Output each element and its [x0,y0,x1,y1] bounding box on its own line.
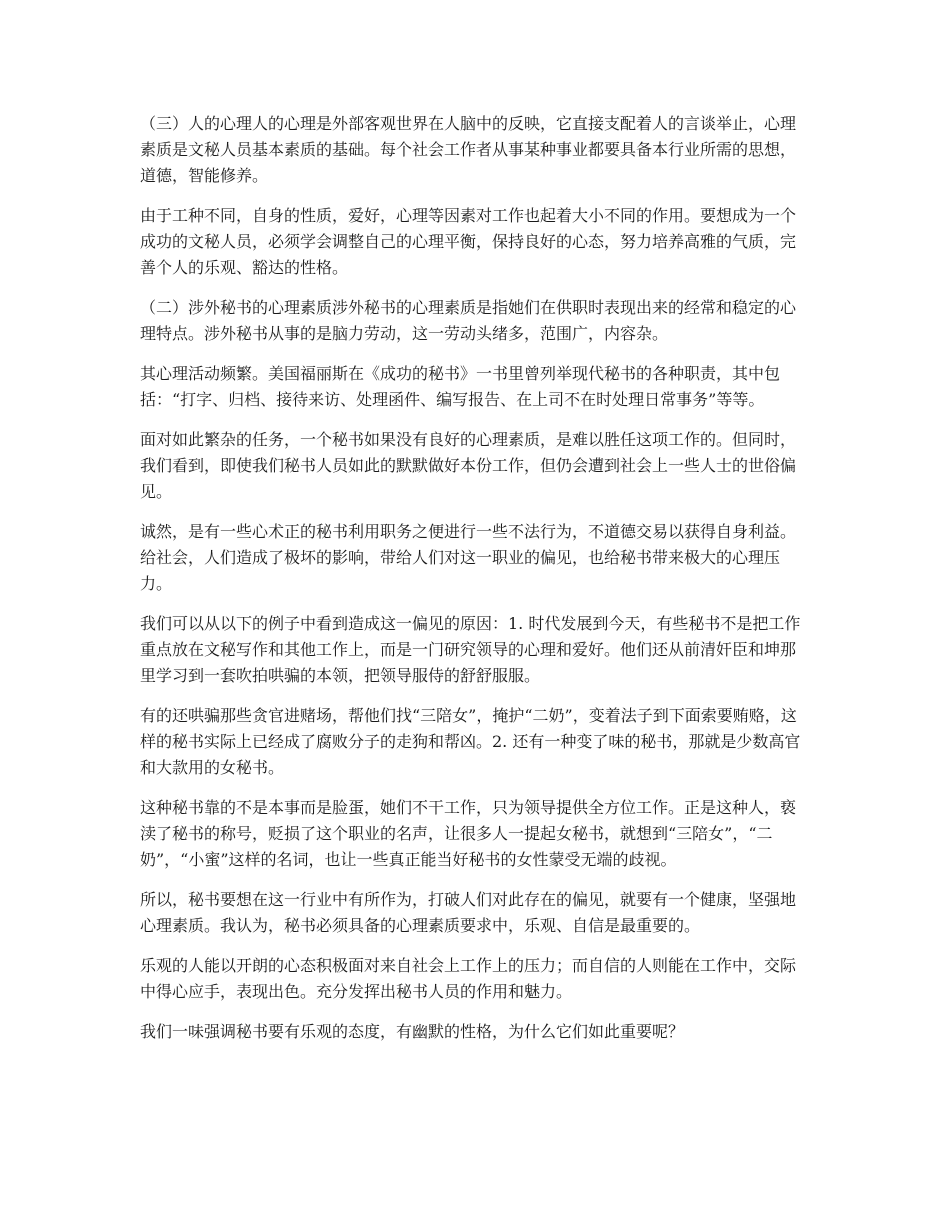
paragraph-11: 乐观的人能以开朗的心态积极面对来自社会上工作上的压力；而自信的人则能在工作中，交际中得心应手，表现出色。充分发挥出秘书人员的作用和魅力。 [140,956,797,1001]
paragraph-6: 诚然，是有一些心术正的秘书利用职务之便进行一些不法行为，不道德交易以获得自身利益。给社会，人们造成了极坏的影响，带给人们对这一职业的偏见，也给秘书带来极大的心理压力。 [140,522,797,593]
paragraph-12: 我们一味强调秘书要有乐观的态度，有幽默的性格，为什么它们如此重要呢？ [140,1022,685,1041]
paragraph-2: 由于工种不同，自身的性质，爱好，心理等因素对工作也起着大小不同的作用。要想成为一个成功的文秘人员，必须学会调整自己的心理平衡，保持良好的心态，努力培养高雅的气质，完善个人的乐观、豁达的性格。 [140,206,797,277]
paragraph-10: 所以，秘书要想在这一行业中有所作为，打破人们对此存在的偏见，就要有一个健康，坚强地心理素质。我认为，秘书必须具备的心理素质要求中，乐观、自信是最重要的。 [140,890,797,935]
paragraph-7: 我们可以从以下的例子中看到造成这一偏见的原因：1. 时代发展到今天，有些秘书不是把工作重点放在文秘写作和其他工作上，而是一门研究领导的心理和爱好。他们还从前清奸臣和坤那里学习到一套吹拍哄骗的本领，把领导服侍的舒舒服服。 [140,614,801,685]
document-body [140,111,810,1059]
paragraph-1: （三）人的心理人的心理是外部客观世界在人脑中的反映，它直接支配着人的言谈举止，心理素质是文秘人员基本素质的基础。每个社会工作者从事某种事业都要具备本行业所需的思想，道德，智能修养。 [140,114,797,185]
paragraph-4: 其心理活动频繁。美国福丽斯在《成功的秘书》一书里曾列举现代秘书的各种职责，其中包括：“打字、归档、接待来访、处理函件、编写报告、在上司不在时处理日常事务”等等。 [140,364,781,409]
paragraph-5: 面对如此繁杂的任务，一个秘书如果没有良好的心理素质，是难以胜任这项工作的。但同时，我们看到，即使我们秘书人员如此的默默做好本份工作，但仍会遭到社会上一些人士的世俗偏见。 [140,430,797,501]
paragraph-8: 有的还哄骗那些贪官进赌场，帮他们找“三陪女”，掩护“二奶”，变着法子到下面索要贿赂，这样的秘书实际上已经成了腐败分子的走狗和帮凶。2. 还有一种变了味的秘书，那就是少数高官和大款用的女秘书。 [140,706,801,777]
paragraph-9: 这种秘书靠的不是本事而是脸蛋，她们不干工作，只为领导提供全方位工作。正是这种人，亵渎了秘书的称号，贬损了这个职业的名声，让很多人一提起女秘书，就想到“三陪女”，“二奶”，“小蜜”这样的名词，也让一些真正能当好秘书的女性蒙受无端的歧视。 [140,798,797,869]
paragraph-3: （二）涉外秘书的心理素质涉外秘书的心理素质是指她们在供职时表现出来的经常和稳定的心理特点。涉外秘书从事的是脑力劳动，这一劳动头绪多，范围广，内容杂。 [140,298,797,343]
